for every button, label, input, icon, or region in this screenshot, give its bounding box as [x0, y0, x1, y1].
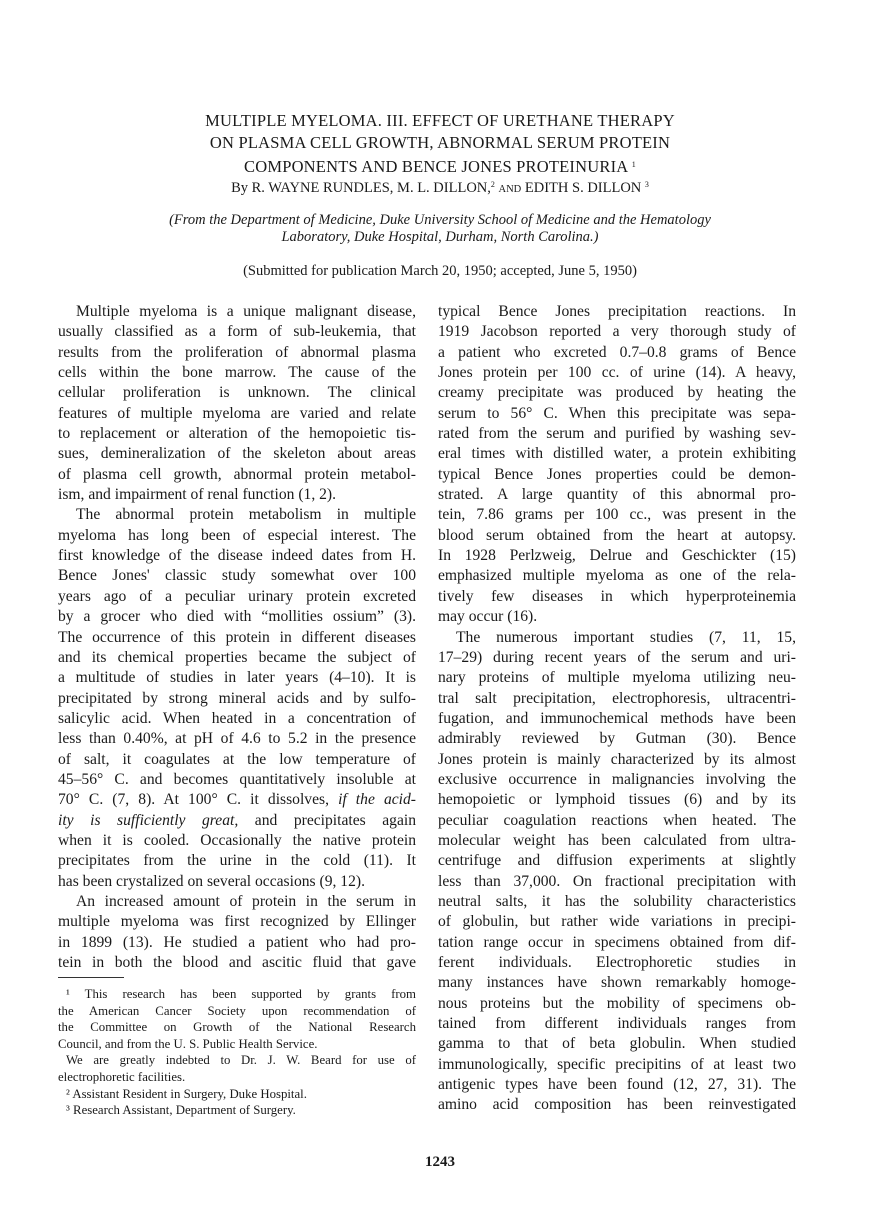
- text-line: features of multiple myeloma are varied and relate: [58, 404, 416, 422]
- text-line: gamma to that of beta globulin. When studied: [438, 1035, 796, 1053]
- paragraph: [58, 1086, 416, 1103]
- text-line: typical Bence Jones properties could be demon-: [438, 465, 796, 483]
- footnote-mark: 2: [490, 180, 495, 189]
- text-line: less than 37,000. On fractional precipitation with: [438, 872, 796, 890]
- article-title: [0, 110, 880, 178]
- text-line: Council, and from the U. S. Public Health Service.: [58, 1036, 318, 1051]
- title-line: ON PLASMA CELL GROWTH, ABNORMAL SERUM PROTEIN: [209, 133, 671, 152]
- author-line: [0, 180, 880, 197]
- text-line: nary proteins of multiple myeloma utilizing neu-: [438, 669, 796, 687]
- text-line: ism, and impairment of renal function (1, 2).: [58, 486, 337, 504]
- text-segment: and precipitates again: [238, 811, 416, 829]
- footnote-mark: 1: [631, 160, 636, 169]
- text-line: precipitates from the urine in the cold (11). It: [58, 852, 416, 870]
- text-line: ² Assistant Resident in Surgery, Duke Hospital.: [66, 1086, 307, 1101]
- paragraph: [438, 302, 796, 628]
- text-line: We are greatly indebted to Dr. J. W. Beard for use of: [66, 1053, 416, 1068]
- text-line: The abnormal protein metabolism in multiple: [76, 506, 416, 524]
- text-line: tral salt precipitation, electrophoresis, ultracentri-: [438, 689, 796, 707]
- text-line: tation range occur in specimens obtained from dif-: [438, 933, 796, 951]
- text-line: of plasma cell growth, abnormal protein metabol-: [58, 465, 416, 483]
- affiliation-line: (From the Department of Medicine, Duke University School of Medicine and the Hematology: [169, 212, 711, 228]
- text-line: admirably reviewed by Gutman (30). Bence: [438, 730, 796, 748]
- text-line: the Committee on Growth of the National Research: [58, 1020, 416, 1035]
- text-line: first knowledge of the disease indeed dates from H.: [58, 547, 416, 565]
- text-line: precipitated by strong mineral acids and by sulfo-: [58, 689, 416, 707]
- text-line: 17–29) during recent years of the serum and uri-: [438, 648, 796, 666]
- text-line: rated from the serum and purified by washing sev-: [438, 425, 796, 443]
- text-line: eral times with distilled water, a protein exhibiting: [438, 445, 796, 463]
- text-line: a multitude of studies in later years (4–10). It is: [58, 669, 416, 687]
- title-line: MULTIPLE MYELOMA. III. EFFECT OF URETHANE THERAPY: [205, 111, 675, 130]
- text-line: tein, 7.86 grams per 100 cc., was present in the: [438, 506, 796, 524]
- text-line: creamy precipitate was produced by heating the: [438, 384, 796, 402]
- text-line: may occur (16).: [438, 608, 538, 626]
- paragraph: [58, 505, 416, 892]
- paragraph: [438, 628, 796, 1116]
- text-line: to replacement or alteration of the hemopoietic tis-: [58, 425, 416, 443]
- paragraph: [58, 302, 416, 505]
- left-column: [58, 302, 416, 973]
- text-line: has been crystalized on several occasions (9, 12).: [58, 872, 365, 890]
- text-line: serum to 56° C. When this precipitate was sepa-: [438, 404, 796, 422]
- submission-dates: (Submitted for publication March 20, 1950; accepted, June 5, 1950): [243, 263, 637, 279]
- text-line: antigenic types have been found (12, 27, 31). The: [438, 1076, 796, 1094]
- text-line: usually classified as a form of sub-leukemia, that: [58, 323, 416, 341]
- text-line: sues, demineralization of the skeleton about areas: [58, 445, 416, 463]
- footnote-divider: [58, 977, 124, 978]
- text-line: exclusive occurrence in malignancies involving the: [438, 770, 796, 788]
- text-line: tein in both the blood and ascitic fluid that gave: [58, 954, 416, 971]
- paragraph: [58, 986, 416, 1052]
- text-line: immunologically, specific precipitins of at least two: [438, 1055, 796, 1073]
- by-label: By: [231, 180, 249, 196]
- text-line: electrophoretic facilities.: [58, 1069, 186, 1084]
- text-line: salicylic acid. When heated in a concentration of: [58, 709, 416, 727]
- text-line: ¹ This research has been supported by grants from: [66, 987, 416, 1001]
- text-line: many instances have shown remarkably homoge-: [438, 974, 796, 992]
- text-line: cellular proliferation is unknown. The clinical: [58, 384, 416, 402]
- italic-text: ity is sufficiently great,: [58, 811, 239, 829]
- paragraph: [58, 1052, 416, 1085]
- text-line: results from the proliferation of abnormal plasma: [58, 343, 416, 361]
- text-line: of globulin, but rather wide variations in precipi-: [438, 913, 796, 931]
- text-line: Multiple myeloma is a unique malignant disease,: [76, 303, 416, 320]
- text-line: less than 0.40%, at pH of 4.6 to 5.2 in the presence: [58, 730, 416, 748]
- text-line: strated. A large quantity of this abnormal pro-: [438, 486, 796, 504]
- text-line: the American Cancer Society upon recommendation of: [58, 1003, 416, 1018]
- text-line: by a grocer who died with “mollities ossium” (3).: [58, 608, 416, 626]
- text-line: of salt, it coagulates at the low temperature of: [58, 750, 416, 768]
- text-line: a patient who excreted 0.7–0.8 grams of Bence: [438, 343, 796, 361]
- text-line: tained from different individuals ranges from: [438, 1015, 796, 1033]
- text-line: blood serum obtained from the heart at autopsy.: [438, 526, 796, 544]
- paragraph: [58, 1102, 416, 1119]
- text-line: ³ Research Assistant, Department of Surgery.: [66, 1103, 296, 1118]
- text-line: when it is cooled. Occasionally the native protein: [58, 831, 416, 849]
- text-line: 1919 Jacobson reported a very thorough study of: [438, 323, 796, 341]
- text-line: peculiar coagulation reactions when heated. The: [438, 811, 796, 829]
- text-line: molecular weight has been calculated from ultra-: [438, 831, 796, 849]
- author-names: R. WAYNE RUNDLES, M. L. DILLON,: [251, 180, 491, 196]
- page-number: 1243: [425, 1154, 455, 1170]
- text-line: amino acid composition has been reinvestigated: [438, 1096, 796, 1114]
- title-line: [0, 154, 880, 178]
- title-line-text: COMPONENTS AND BENCE JONES PROTEINURIA: [244, 157, 628, 176]
- and-label: AND: [498, 184, 522, 195]
- text-line: [58, 790, 416, 810]
- text-line: and its chemical properties became the subject of: [58, 648, 416, 666]
- text-line: hemopoietic or lymphoid tissues (6) and by its: [438, 791, 796, 809]
- text-line: Jones protein is mainly characterized by its almost: [438, 750, 796, 768]
- text-line: nous proteins but the mobility of specimens ob-: [438, 994, 796, 1012]
- text-line: tively few diseases in which hyperproteinemia: [438, 587, 796, 605]
- text-line: myeloma has long been of especial interest. The: [58, 526, 416, 544]
- text-line: [58, 811, 416, 831]
- text-line: fugation, and immunochemical methods have been: [438, 709, 796, 727]
- affiliation-line: Laboratory, Duke Hospital, Durham, North Carolina.): [281, 229, 599, 245]
- text-line: centrifuge and diffusion experiments at slightly: [438, 852, 796, 870]
- text-line: emphasized multiple myeloma as one of the rela-: [438, 567, 796, 585]
- text-line: typical Bence Jones precipitation reactions. In: [438, 303, 796, 320]
- text-line: The numerous important studies (7, 11, 15,: [456, 628, 796, 646]
- paragraph: [58, 892, 416, 973]
- text-line: In 1928 Perlzweig, Delrue and Geschickter (15): [438, 547, 796, 565]
- text-line: years ago of a peculiar urinary protein excreted: [58, 587, 416, 605]
- text-line: Bence Jones' classic study somewhat over 100: [58, 567, 416, 585]
- text-line: The occurrence of this protein in different diseases: [58, 628, 416, 646]
- footnotes: [58, 986, 416, 1119]
- footnote-mark: 3: [644, 180, 649, 189]
- text-line: 45–56° C. and becomes quantitatively insoluble at: [58, 770, 416, 788]
- right-column: [438, 302, 796, 1116]
- text-line: ferent individuals. Electrophoretic studies in: [438, 954, 796, 971]
- text-line: multiple myeloma was first recognized by Ellinger: [58, 913, 416, 931]
- text-line: neutral salts, it has the solubility characteristics: [438, 892, 796, 910]
- text-segment: 70° C. (7, 8). At 100° C. it dissolves,: [58, 791, 339, 809]
- italic-text: if the acid-: [338, 791, 416, 809]
- text-line: in 1899 (13). He studied a patient who had pro-: [58, 933, 416, 951]
- text-line: Jones protein per 100 cc. of urine (14). A heavy,: [438, 364, 796, 382]
- text-line: An increased amount of protein in the serum in: [76, 892, 416, 910]
- affiliation: [0, 212, 880, 246]
- text-line: cells within the bone marrow. The cause of the: [58, 364, 416, 382]
- author-names: EDITH S. DILLON: [524, 180, 642, 196]
